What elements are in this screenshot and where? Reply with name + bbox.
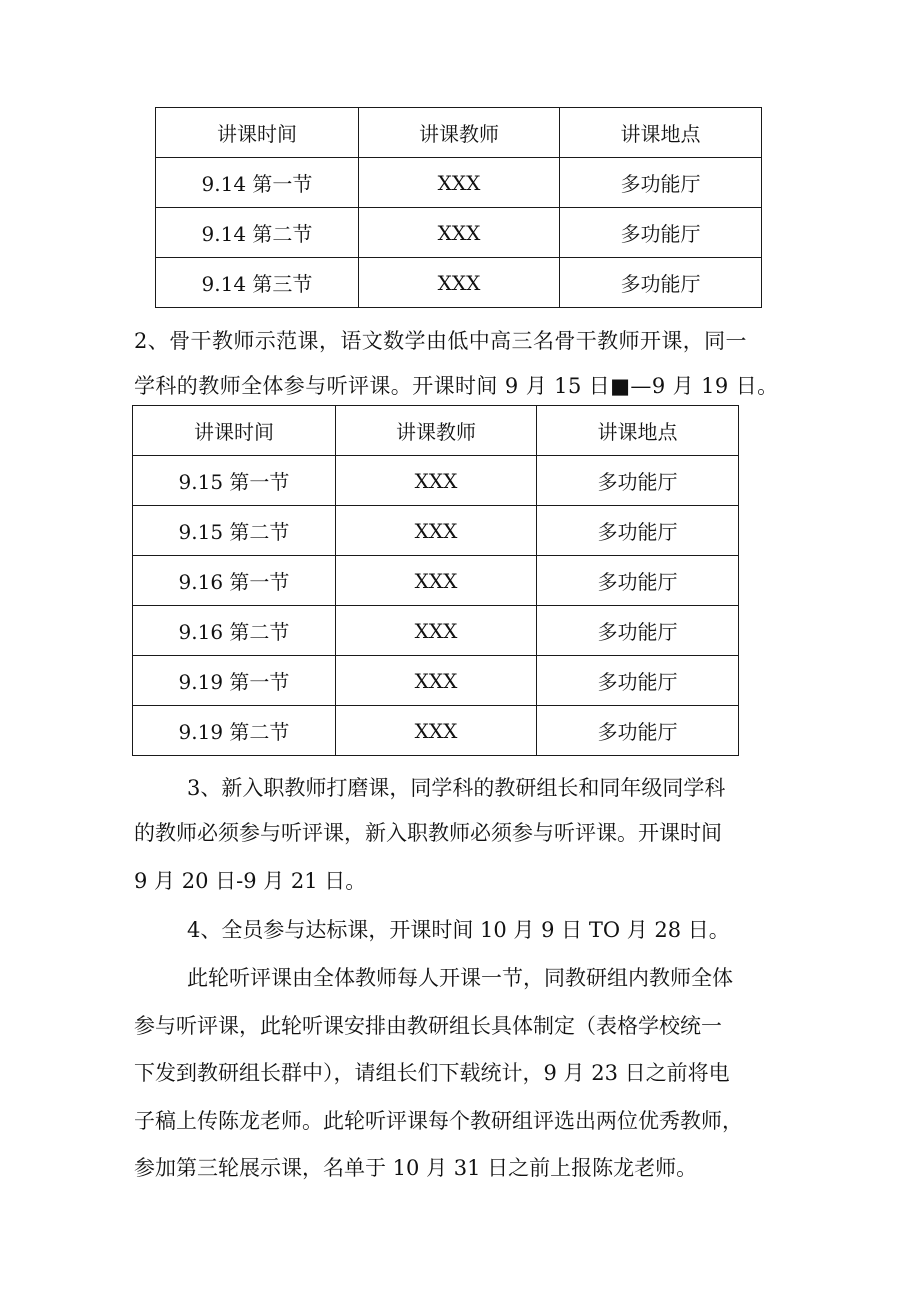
table-row — [133, 456, 739, 506]
table-header-row — [156, 108, 762, 158]
section2-line2: 学科的教师全体参与听评课。开课时间 9 月 15 日■—9 月 19 日。 — [134, 374, 779, 398]
cell-time: 9.14 第一节 — [156, 158, 359, 208]
table-row — [133, 606, 739, 656]
cell-time: 9.19 第二节 — [133, 706, 336, 756]
closing-line4: 子稿上传陈龙老师。此轮听评课每个教研组评选出两位优秀教师， — [134, 1109, 743, 1133]
cell-location: 多功能厅 — [560, 258, 762, 308]
cell-location: 多功能厅 — [560, 158, 762, 208]
cell-teacher: XXX — [336, 656, 537, 706]
cell-location: 多功能厅 — [560, 208, 762, 258]
cell-teacher: XXX — [359, 158, 560, 208]
cell-time: 9.14 第二节 — [156, 208, 359, 258]
table-row — [156, 208, 762, 258]
cell-location: 多功能厅 — [537, 656, 739, 706]
cell-time: 9.15 第一节 — [133, 456, 336, 506]
section3-line3: 9 月 20 日-9 月 21 日。 — [134, 869, 367, 893]
cell-teacher: XXX — [336, 556, 537, 606]
section3-line2: 的教师必须参与听评课，新入职教师必须参与听评课。开课时间 — [134, 821, 722, 845]
cell-teacher: XXX — [359, 258, 560, 308]
table-row — [133, 706, 739, 756]
cell-location: 多功能厅 — [537, 606, 739, 656]
section2-line1: 2、骨干教师示范课，语文数学由低中高三名骨干教师开课，同一 — [134, 329, 747, 353]
header-teacher: 讲课教师 — [336, 406, 537, 456]
table-row — [133, 506, 739, 556]
cell-teacher: XXX — [359, 208, 560, 258]
cell-teacher: XXX — [336, 606, 537, 656]
schedule-table-2 — [132, 405, 739, 756]
header-time: 讲课时间 — [156, 108, 359, 158]
closing-line1: 此轮听评课由全体教师每人开课一节，同教研组内教师全体 — [187, 966, 733, 990]
cell-teacher: XXX — [336, 456, 537, 506]
cell-location: 多功能厅 — [537, 506, 739, 556]
cell-teacher: XXX — [336, 706, 537, 756]
table-row — [133, 556, 739, 606]
table-row — [156, 158, 762, 208]
header-teacher: 讲课教师 — [359, 108, 560, 158]
section3-line1: 3、新入职教师打磨课，同学科的教研组长和同年级同学科 — [187, 776, 726, 800]
closing-line2: 参与听评课，此轮听课安排由教研组长具体制定（表格学校统一 — [134, 1014, 722, 1038]
cell-teacher: XXX — [336, 506, 537, 556]
cell-location: 多功能厅 — [537, 556, 739, 606]
header-location: 讲课地点 — [537, 406, 739, 456]
cell-time: 9.14 第三节 — [156, 258, 359, 308]
header-location: 讲课地点 — [560, 108, 762, 158]
cell-location: 多功能厅 — [537, 456, 739, 506]
cell-time: 9.16 第二节 — [133, 606, 336, 656]
section4-line1: 4、全员参与达标课，开课时间 10 月 9 日 TO 月 28 日。 — [187, 918, 730, 942]
cell-time: 9.19 第一节 — [133, 656, 336, 706]
schedule-table-1 — [155, 107, 762, 308]
header-time: 讲课时间 — [133, 406, 336, 456]
table-row — [156, 258, 762, 308]
cell-time: 9.15 第二节 — [133, 506, 336, 556]
table-header-row — [133, 406, 739, 456]
closing-line5: 参加第三轮展示课，名单于 10 月 31 日之前上报陈龙老师。 — [134, 1156, 698, 1180]
cell-location: 多功能厅 — [537, 706, 739, 756]
cell-time: 9.16 第一节 — [133, 556, 336, 606]
table-row — [133, 656, 739, 706]
closing-line3: 下发到教研组长群中），请组长们下载统计，9 月 23 日之前将电 — [134, 1061, 730, 1085]
